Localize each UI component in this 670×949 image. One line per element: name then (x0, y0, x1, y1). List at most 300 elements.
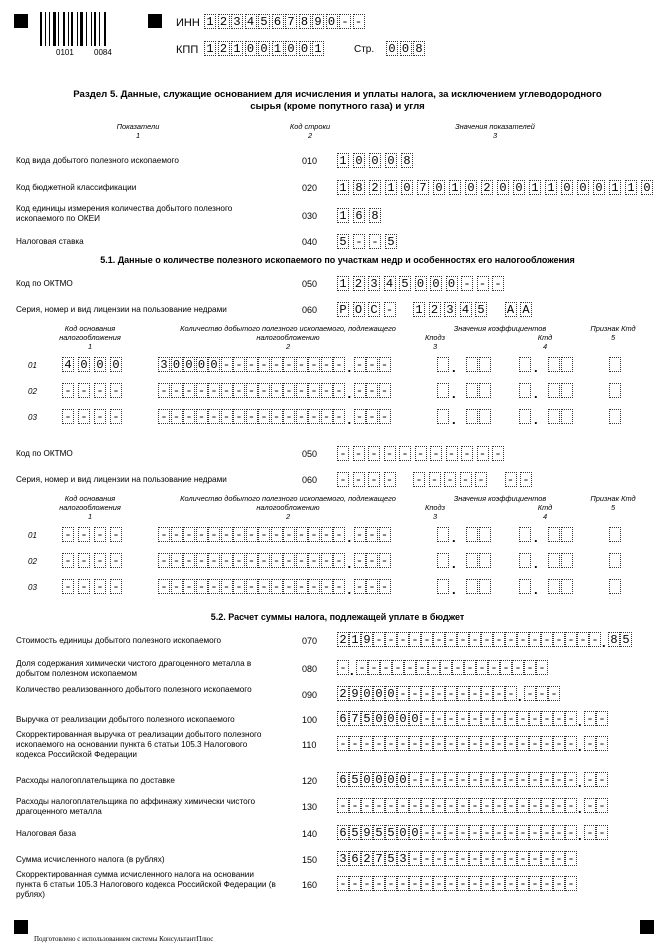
tax-int-cell[interactable]: - (541, 851, 553, 866)
quantity-dec-cell[interactable]: - (354, 553, 366, 568)
tax-int-cell[interactable]: 0 (397, 825, 409, 840)
tax-dec-cell[interactable]: - (512, 660, 524, 675)
inn-cell[interactable]: - (353, 14, 365, 29)
tax-int-cell[interactable]: - (409, 686, 421, 701)
tax-int-cell[interactable]: 7 (373, 851, 385, 866)
kpp-cell[interactable]: 1 (231, 41, 243, 56)
tax-int-cell[interactable]: - (445, 711, 457, 726)
tax-int-cell[interactable]: - (565, 851, 577, 866)
tax-dec-cell[interactable]: - (440, 660, 452, 675)
tax-int-cell[interactable]: - (493, 851, 505, 866)
quantity-int-cell[interactable]: - (333, 527, 345, 542)
license-type-cell[interactable]: - (505, 472, 517, 487)
quantity-int-cell[interactable]: - (271, 527, 283, 542)
tax-dec-cell[interactable]: - (596, 772, 608, 787)
quantity-int-cell[interactable]: - (321, 553, 333, 568)
tax-int-cell[interactable]: - (517, 772, 529, 787)
tax-int-cell[interactable]: - (565, 798, 577, 813)
license-series-cell[interactable]: Р (337, 302, 349, 317)
quantity-int-cell[interactable]: - (333, 357, 345, 372)
ktd-cell[interactable] (561, 579, 573, 594)
tax-int-cell[interactable]: - (481, 772, 493, 787)
tax-int-cell[interactable]: 6 (337, 711, 349, 726)
oktmo-cell[interactable]: - (492, 276, 504, 291)
tax-int-cell[interactable]: 0 (385, 772, 397, 787)
quantity-int-cell[interactable]: - (183, 527, 195, 542)
tax-dec-cell[interactable]: - (584, 798, 596, 813)
quantity-dec-cell[interactable]: - (354, 527, 366, 542)
ktd-cell[interactable] (519, 409, 531, 424)
tax-int-cell[interactable]: - (397, 632, 409, 647)
quantity-int-cell[interactable]: - (208, 527, 220, 542)
tax-dec-cell[interactable]: - (596, 798, 608, 813)
tax-int-cell[interactable]: 2 (361, 851, 373, 866)
tax-int-cell[interactable]: - (565, 825, 577, 840)
kpp-cell[interactable]: 0 (285, 41, 297, 56)
row-value-cell[interactable]: 0 (401, 180, 413, 195)
tax-int-cell[interactable]: 0 (409, 825, 421, 840)
tax-dec-cell[interactable]: - (524, 686, 536, 701)
kpodz-cell[interactable] (437, 579, 449, 594)
tax-int-cell[interactable]: - (421, 798, 433, 813)
quantity-int-cell[interactable]: - (233, 357, 245, 372)
tax-int-cell[interactable]: - (469, 851, 481, 866)
tax-dec-cell[interactable]: 8 (608, 632, 620, 647)
oktmo-cell[interactable]: 0 (415, 276, 427, 291)
tax-dec-cell[interactable]: - (596, 736, 608, 751)
tax-int-cell[interactable]: - (349, 798, 361, 813)
quantity-int-cell[interactable]: - (283, 527, 295, 542)
tax-int-cell[interactable]: - (565, 736, 577, 751)
quantity-int-cell[interactable]: - (258, 553, 270, 568)
quantity-int-cell[interactable]: 0 (196, 357, 208, 372)
tax-int-cell[interactable]: - (541, 736, 553, 751)
inn-cell[interactable]: 0 (326, 14, 338, 29)
quantity-int-cell[interactable]: - (308, 409, 320, 424)
tax-int-cell[interactable]: - (421, 851, 433, 866)
tax-int-cell[interactable]: - (373, 632, 385, 647)
tax-int-cell[interactable]: - (553, 772, 565, 787)
tax-int-cell[interactable]: - (457, 876, 469, 891)
quantity-int-cell[interactable]: - (283, 357, 295, 372)
quantity-int-cell[interactable]: - (321, 357, 333, 372)
tax-int-cell[interactable]: - (409, 851, 421, 866)
tax-int-cell[interactable]: - (529, 851, 541, 866)
quantity-int-cell[interactable]: - (158, 527, 170, 542)
oktmo-cell[interactable]: - (446, 446, 458, 461)
tax-int-cell[interactable]: - (445, 876, 457, 891)
ktd-sign-cell[interactable] (609, 553, 621, 568)
tax-int-cell[interactable]: - (505, 772, 517, 787)
tax-dec-cell[interactable]: - (488, 660, 500, 675)
tax-int-cell[interactable]: - (505, 876, 517, 891)
quantity-int-cell[interactable]: 0 (208, 357, 220, 372)
quantity-int-cell[interactable]: - (221, 357, 233, 372)
base-code-cell[interactable]: - (110, 579, 122, 594)
tax-int-cell[interactable]: - (517, 876, 529, 891)
inn-cell[interactable]: 4 (245, 14, 257, 29)
row-value-cell[interactable]: 0 (369, 153, 381, 168)
page-cell[interactable]: 0 (386, 41, 398, 56)
ktd-cell[interactable] (561, 383, 573, 398)
tax-int-cell[interactable]: - (433, 825, 445, 840)
kpodz-cell[interactable] (437, 553, 449, 568)
quantity-int-cell[interactable]: - (196, 409, 208, 424)
tax-int-cell[interactable]: - (421, 825, 433, 840)
tax-int-cell[interactable]: - (517, 798, 529, 813)
row-value-cell[interactable]: 1 (609, 180, 621, 195)
quantity-int-cell[interactable]: - (196, 383, 208, 398)
tax-int-cell[interactable]: - (505, 825, 517, 840)
oktmo-cell[interactable]: - (368, 446, 380, 461)
tax-int-cell[interactable]: - (469, 772, 481, 787)
tax-dec-cell[interactable]: - (368, 660, 380, 675)
quantity-int-cell[interactable]: - (246, 357, 258, 372)
kpodz-cell[interactable] (479, 553, 491, 568)
tax-int-cell[interactable]: - (553, 736, 565, 751)
row-value-cell[interactable]: 1 (449, 180, 461, 195)
quantity-int-cell[interactable]: - (333, 553, 345, 568)
row-value-cell[interactable]: 8 (353, 180, 365, 195)
kpp-cell[interactable]: 1 (312, 41, 324, 56)
tax-int-cell[interactable]: - (421, 686, 433, 701)
base-code-cell[interactable]: - (78, 579, 90, 594)
oktmo-cell[interactable]: - (461, 276, 473, 291)
base-code-cell[interactable]: 0 (78, 357, 90, 372)
tax-int-cell[interactable]: - (529, 711, 541, 726)
ktd-cell[interactable] (519, 357, 531, 372)
base-code-cell[interactable]: - (110, 409, 122, 424)
oktmo-cell[interactable]: - (384, 446, 396, 461)
row-value-cell[interactable]: 5 (337, 234, 349, 249)
tax-int-cell[interactable]: - (517, 825, 529, 840)
tax-dec-cell[interactable]: - (536, 686, 548, 701)
tax-dec-cell[interactable]: 5 (620, 632, 632, 647)
quantity-int-cell[interactable]: - (246, 553, 258, 568)
license-series-cell[interactable]: - (368, 472, 380, 487)
row-value-cell[interactable]: 0 (641, 180, 653, 195)
inn-cell[interactable]: 3 (231, 14, 243, 29)
base-code-cell[interactable]: - (62, 553, 74, 568)
license-number-cell[interactable]: 1 (413, 302, 425, 317)
tax-int-cell[interactable]: - (433, 711, 445, 726)
tax-dec-cell[interactable]: - (464, 660, 476, 675)
quantity-int-cell[interactable]: - (258, 357, 270, 372)
base-code-cell[interactable]: - (62, 579, 74, 594)
quantity-int-cell[interactable]: - (308, 357, 320, 372)
tax-dec-cell[interactable]: - (500, 660, 512, 675)
kpodz-cell[interactable] (466, 579, 478, 594)
tax-int-cell[interactable]: 0 (385, 686, 397, 701)
oktmo-cell[interactable]: 1 (337, 276, 349, 291)
quantity-int-cell[interactable]: - (308, 553, 320, 568)
license-number-cell[interactable]: - (413, 472, 425, 487)
quantity-int-cell[interactable]: - (183, 383, 195, 398)
quantity-dec-cell[interactable]: - (366, 579, 378, 594)
quantity-int-cell[interactable]: - (246, 383, 258, 398)
quantity-int-cell[interactable]: - (208, 409, 220, 424)
row-value-cell[interactable]: 1 (385, 180, 397, 195)
page-cell[interactable]: 8 (413, 41, 425, 56)
kpodz-cell[interactable] (437, 409, 449, 424)
tax-int-cell[interactable]: - (565, 632, 577, 647)
tax-int-cell[interactable]: - (517, 736, 529, 751)
tax-int-cell[interactable]: 5 (349, 772, 361, 787)
tax-int-cell[interactable]: - (421, 632, 433, 647)
quantity-int-cell[interactable]: - (308, 383, 320, 398)
license-series-cell[interactable]: - (353, 472, 365, 487)
tax-int-cell[interactable]: - (517, 851, 529, 866)
tax-int-cell[interactable]: - (361, 798, 373, 813)
tax-int-cell[interactable]: - (409, 772, 421, 787)
kpodz-cell[interactable] (466, 409, 478, 424)
tax-int-cell[interactable]: 6 (349, 851, 361, 866)
ktd-cell[interactable] (548, 409, 560, 424)
quantity-int-cell[interactable]: - (221, 553, 233, 568)
tax-int-cell[interactable]: - (457, 711, 469, 726)
tax-int-cell[interactable]: - (505, 798, 517, 813)
tax-int-cell[interactable]: - (505, 711, 517, 726)
tax-int-cell[interactable]: - (433, 772, 445, 787)
tax-int-cell[interactable]: - (433, 851, 445, 866)
quantity-int-cell[interactable]: - (333, 383, 345, 398)
base-code-cell[interactable]: 0 (110, 357, 122, 372)
tax-int-cell[interactable]: - (493, 711, 505, 726)
tax-int-cell[interactable]: 2 (337, 632, 349, 647)
ktd-cell[interactable] (548, 383, 560, 398)
tax-dec-cell[interactable]: - (536, 660, 548, 675)
row-value-cell[interactable]: 0 (465, 180, 477, 195)
oktmo-cell[interactable]: 3 (368, 276, 380, 291)
row-value-cell[interactable]: 2 (481, 180, 493, 195)
tax-int-cell[interactable]: - (493, 876, 505, 891)
tax-int-cell[interactable]: - (469, 798, 481, 813)
quantity-int-cell[interactable]: - (258, 527, 270, 542)
quantity-int-cell[interactable]: - (246, 409, 258, 424)
oktmo-cell[interactable]: - (461, 446, 473, 461)
tax-int-cell[interactable]: - (445, 851, 457, 866)
tax-int-cell[interactable]: 0 (373, 711, 385, 726)
tax-int-cell[interactable]: - (433, 876, 445, 891)
tax-int-cell[interactable]: - (385, 736, 397, 751)
quantity-int-cell[interactable]: - (246, 579, 258, 594)
base-code-cell[interactable]: - (94, 579, 106, 594)
tax-int-cell[interactable]: - (421, 876, 433, 891)
tax-int-cell[interactable]: - (433, 686, 445, 701)
tax-int-cell[interactable]: 0 (409, 711, 421, 726)
quantity-int-cell[interactable]: - (333, 409, 345, 424)
tax-int-cell[interactable]: 3 (397, 851, 409, 866)
tax-int-cell[interactable]: - (541, 632, 553, 647)
tax-int-cell[interactable]: - (493, 632, 505, 647)
kpodz-cell[interactable] (437, 383, 449, 398)
base-code-cell[interactable]: - (62, 383, 74, 398)
license-series-cell[interactable]: - (337, 472, 349, 487)
tax-int-cell[interactable]: 0 (361, 686, 373, 701)
tax-int-cell[interactable]: - (529, 632, 541, 647)
tax-int-cell[interactable]: - (445, 632, 457, 647)
tax-int-cell[interactable]: - (493, 736, 505, 751)
oktmo-cell[interactable]: 2 (353, 276, 365, 291)
tax-int-cell[interactable]: - (337, 876, 349, 891)
quantity-int-cell[interactable]: - (171, 383, 183, 398)
quantity-int-cell[interactable]: - (171, 527, 183, 542)
tax-int-cell[interactable]: - (409, 736, 421, 751)
tax-int-cell[interactable]: - (493, 825, 505, 840)
tax-dec-cell[interactable]: - (452, 660, 464, 675)
tax-int-cell[interactable]: 0 (397, 772, 409, 787)
base-code-cell[interactable]: - (62, 527, 74, 542)
tax-int-cell[interactable]: - (457, 825, 469, 840)
quantity-dec-cell[interactable]: - (354, 579, 366, 594)
quantity-int-cell[interactable]: - (183, 553, 195, 568)
row-value-cell[interactable]: 1 (545, 180, 557, 195)
ktd-sign-cell[interactable] (609, 357, 621, 372)
tax-int-cell[interactable]: - (529, 772, 541, 787)
quantity-int-cell[interactable]: - (171, 579, 183, 594)
row-value-cell[interactable]: 1 (337, 180, 349, 195)
quantity-dec-cell[interactable]: - (354, 357, 366, 372)
quantity-int-cell[interactable]: - (233, 409, 245, 424)
tax-int-cell[interactable]: - (541, 772, 553, 787)
tax-int-cell[interactable]: - (469, 825, 481, 840)
quantity-int-cell[interactable]: - (321, 527, 333, 542)
row-value-cell[interactable]: 2 (369, 180, 381, 195)
quantity-int-cell[interactable]: - (246, 527, 258, 542)
tax-int-cell[interactable]: - (445, 686, 457, 701)
tax-int-cell[interactable]: - (457, 772, 469, 787)
row-value-cell[interactable]: 0 (577, 180, 589, 195)
base-code-cell[interactable]: - (94, 553, 106, 568)
tax-int-cell[interactable]: 3 (337, 851, 349, 866)
tax-dec-cell[interactable]: - (584, 711, 596, 726)
ktd-cell[interactable] (561, 409, 573, 424)
tax-int-cell[interactable]: - (409, 632, 421, 647)
base-code-cell[interactable]: - (78, 527, 90, 542)
row-value-cell[interactable]: 0 (593, 180, 605, 195)
row-value-cell[interactable]: - (369, 234, 381, 249)
tax-int-cell[interactable]: - (517, 711, 529, 726)
tax-int-cell[interactable]: - (373, 876, 385, 891)
base-code-cell[interactable]: - (78, 409, 90, 424)
quantity-dec-cell[interactable]: - (366, 357, 378, 372)
quantity-int-cell[interactable]: - (321, 579, 333, 594)
oktmo-cell[interactable]: 4 (384, 276, 396, 291)
ktd-cell[interactable] (548, 527, 560, 542)
tax-int-cell[interactable]: 5 (349, 825, 361, 840)
tax-int-cell[interactable]: 2 (337, 686, 349, 701)
quantity-int-cell[interactable]: - (183, 409, 195, 424)
tax-int-cell[interactable]: - (553, 851, 565, 866)
tax-int-cell[interactable]: - (337, 798, 349, 813)
quantity-dec-cell[interactable]: - (354, 383, 366, 398)
quantity-int-cell[interactable]: 0 (183, 357, 195, 372)
tax-int-cell[interactable]: - (553, 711, 565, 726)
kpodz-cell[interactable] (466, 553, 478, 568)
oktmo-cell[interactable]: 0 (446, 276, 458, 291)
quantity-int-cell[interactable]: - (308, 527, 320, 542)
tax-int-cell[interactable]: - (445, 798, 457, 813)
oktmo-cell[interactable]: - (492, 446, 504, 461)
row-value-cell[interactable]: 0 (513, 180, 525, 195)
tax-int-cell[interactable]: - (433, 798, 445, 813)
ktd-cell[interactable] (561, 527, 573, 542)
oktmo-cell[interactable]: - (415, 446, 427, 461)
inn-cell[interactable]: 6 (272, 14, 284, 29)
tax-int-cell[interactable]: 0 (373, 686, 385, 701)
tax-int-cell[interactable]: - (481, 851, 493, 866)
tax-int-cell[interactable]: - (553, 798, 565, 813)
base-code-cell[interactable]: - (78, 383, 90, 398)
quantity-int-cell[interactable]: - (171, 553, 183, 568)
oktmo-cell[interactable]: - (353, 446, 365, 461)
page-cell[interactable]: 0 (400, 41, 412, 56)
quantity-int-cell[interactable]: - (271, 409, 283, 424)
oktmo-cell[interactable]: 0 (430, 276, 442, 291)
tax-int-cell[interactable]: - (469, 711, 481, 726)
license-number-cell[interactable]: 4 (460, 302, 472, 317)
tax-int-cell[interactable]: - (565, 876, 577, 891)
tax-int-cell[interactable]: - (505, 632, 517, 647)
row-value-cell[interactable]: 0 (385, 153, 397, 168)
tax-int-cell[interactable]: - (421, 772, 433, 787)
tax-int-cell[interactable]: - (529, 825, 541, 840)
quantity-int-cell[interactable]: - (296, 527, 308, 542)
quantity-int-cell[interactable]: - (183, 579, 195, 594)
inn-cell[interactable]: 9 (312, 14, 324, 29)
tax-int-cell[interactable]: - (505, 851, 517, 866)
quantity-int-cell[interactable]: - (296, 579, 308, 594)
quantity-int-cell[interactable]: - (271, 357, 283, 372)
kpp-cell[interactable]: 1 (272, 41, 284, 56)
row-value-cell[interactable]: 1 (337, 153, 349, 168)
tax-dec-cell[interactable]: - (428, 660, 440, 675)
tax-int-cell[interactable]: 6 (337, 772, 349, 787)
quantity-int-cell[interactable]: - (258, 579, 270, 594)
quantity-int-cell[interactable]: - (296, 383, 308, 398)
ktd-sign-cell[interactable] (609, 527, 621, 542)
quantity-int-cell[interactable]: - (196, 553, 208, 568)
tax-int-cell[interactable]: - (577, 632, 589, 647)
quantity-int-cell[interactable]: - (196, 527, 208, 542)
tax-int-cell[interactable]: - (505, 686, 517, 701)
tax-int-cell[interactable]: - (553, 632, 565, 647)
ktd-cell[interactable] (548, 553, 560, 568)
oktmo-cell[interactable]: 5 (399, 276, 411, 291)
quantity-int-cell[interactable]: - (221, 579, 233, 594)
row-value-cell[interactable]: 0 (433, 180, 445, 195)
kpodz-cell[interactable] (479, 409, 491, 424)
oktmo-cell[interactable]: - (477, 446, 489, 461)
kpp-cell[interactable]: 0 (299, 41, 311, 56)
tax-int-cell[interactable]: 5 (361, 711, 373, 726)
tax-int-cell[interactable]: - (457, 686, 469, 701)
tax-int-cell[interactable]: - (529, 798, 541, 813)
tax-int-cell[interactable]: - (337, 736, 349, 751)
row-value-cell[interactable]: 0 (497, 180, 509, 195)
quantity-dec-cell[interactable]: - (379, 527, 391, 542)
quantity-int-cell[interactable]: - (233, 383, 245, 398)
tax-int-cell[interactable]: - (481, 686, 493, 701)
quantity-int-cell[interactable]: - (233, 579, 245, 594)
tax-int-cell[interactable]: - (445, 736, 457, 751)
tax-int-cell[interactable]: - (469, 686, 481, 701)
license-series-cell[interactable]: - (384, 302, 396, 317)
tax-dec-cell[interactable]: - (548, 686, 560, 701)
tax-int-cell[interactable]: 9 (349, 686, 361, 701)
inn-cell[interactable]: 5 (258, 14, 270, 29)
tax-int-cell[interactable]: 0 (361, 772, 373, 787)
